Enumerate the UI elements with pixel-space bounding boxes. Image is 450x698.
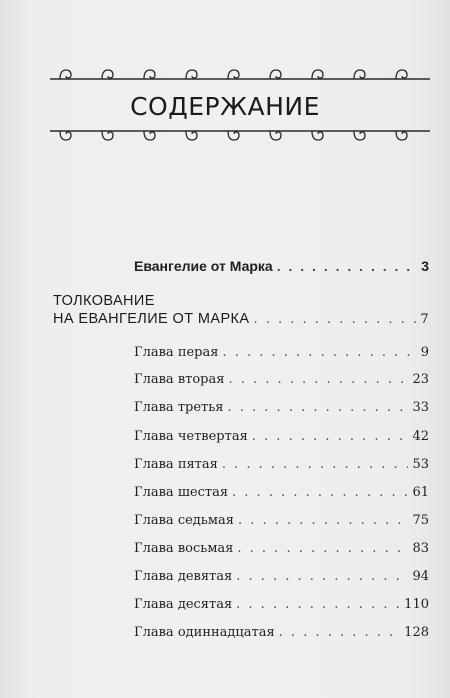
chapter-title: Глава вторая (134, 372, 225, 387)
chapter-page: 53 (412, 457, 429, 472)
chapter-page: 128 (404, 625, 429, 640)
chapter-title: Глава перая (134, 345, 219, 360)
chapter-title: Глава восьмая (134, 541, 234, 556)
dot-leader (279, 625, 401, 640)
toc-chapter-10[interactable] (134, 597, 429, 612)
toc-entry-gospel[interactable] (134, 258, 429, 274)
dot-leader (238, 513, 409, 528)
toc-chapter-2[interactable] (134, 372, 429, 387)
toc-chapter-9[interactable] (134, 569, 429, 584)
toc-chapter-6[interactable] (134, 485, 429, 500)
dot-leader (252, 429, 409, 444)
chapter-page: 94 (412, 569, 429, 584)
toc-chapter-4[interactable] (134, 429, 429, 444)
toc-entry-title: Евангелие от Марка (134, 258, 273, 274)
toc-chapter-8[interactable] (134, 541, 429, 556)
chapter-page: 83 (412, 541, 429, 556)
chapter-title: Глава третья (134, 400, 224, 415)
chapter-page: 42 (412, 429, 429, 444)
dot-leader (236, 597, 400, 612)
toc-chapter-1[interactable] (134, 345, 429, 360)
chapter-title: Глава четвертая (134, 429, 248, 444)
chapter-title: Глава одиннадцатая (134, 625, 275, 640)
section-title-line1: ТОЛКОВАНИЕ (53, 293, 155, 309)
section-page: 7 (420, 312, 429, 327)
toc-chapter-5[interactable] (134, 457, 429, 472)
chapter-page: 9 (420, 345, 429, 360)
dot-leader (277, 258, 415, 274)
dot-leader (228, 372, 408, 387)
chapter-title: Глава седьмая (134, 513, 234, 528)
dot-leader (222, 457, 409, 472)
dot-leader (253, 311, 416, 329)
dot-leader (228, 400, 409, 415)
chapter-page: 61 (412, 485, 429, 500)
chapter-page: 33 (412, 400, 429, 415)
toc-chapter-11[interactable] (134, 625, 429, 640)
dot-leader (222, 345, 415, 360)
toc-chapter-3[interactable] (134, 400, 429, 415)
chapter-title: Глава десятая (134, 597, 233, 612)
toc-entry-page: 3 (421, 258, 429, 274)
toc-section-commentary[interactable] (53, 292, 429, 329)
dot-leader (237, 541, 408, 556)
chapter-page: 75 (412, 513, 429, 528)
section-title-line2: НА ЕВАНГЕЛИЕ ОТ МАРКА (53, 311, 250, 327)
chapter-title: Глава шестая (134, 485, 229, 500)
chapter-page: 23 (412, 372, 429, 387)
dot-leader (236, 569, 408, 584)
page-title: СОДЕРЖАНИЕ (130, 92, 320, 121)
dot-leader (232, 485, 408, 500)
chapter-title: Глава девятая (134, 569, 233, 584)
chapter-title: Глава пятая (134, 457, 218, 472)
toc-chapter-7[interactable] (134, 513, 429, 528)
chapter-page: 110 (404, 597, 429, 612)
